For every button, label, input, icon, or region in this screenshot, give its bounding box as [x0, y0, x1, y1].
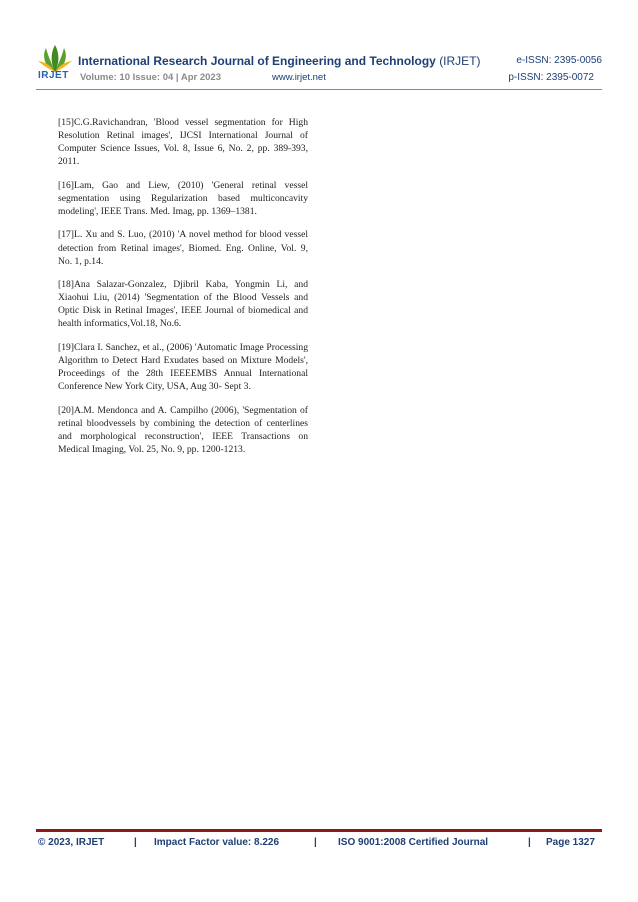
- page-footer: [38, 837, 600, 853]
- header-divider: [36, 89, 602, 90]
- reference-item: [15]C.G.Ravichandran, 'Blood vessel segmentation for High Resolution Retinal images', IJCSI International Journal of Computer Science Issues, Vol. 8, Issue 6, No. 2, pp. 389-393, 2011.: [58, 117, 308, 168]
- p-issn: p-ISSN: 2395-0072: [508, 72, 594, 83]
- footer-separator: |: [528, 837, 531, 848]
- footer-separator: |: [314, 837, 317, 848]
- reference-item: [17]L. Xu and S. Luo, (2010) 'A novel method for blood vessel detection from Retinal images', Biomed. Eng. Online, Vol. 9, No. 1, p.14.: [58, 229, 308, 267]
- irjet-logo: [36, 44, 74, 88]
- logo-text: IRJET: [38, 70, 69, 81]
- journal-title-text: International Research Journal of Engineering and Technology: [78, 54, 436, 68]
- e-issn: e-ISSN: 2395-0056: [516, 55, 602, 66]
- footer-divider: [36, 829, 602, 832]
- reference-item: [18]Ana Salazar-Gonzalez, Djibril Kaba, Yongmin Li, and Xiaohui Liu, (2014) 'Segmentation of the Blood Vessels and Optic Disk in Retinal Images', IEEE Journal of biomedical and health informatics,Vol.18, No.6.: [58, 279, 308, 330]
- reference-list: [58, 116, 308, 466]
- reference-item: [16]Lam, Gao and Liew, (2010) 'General retinal vessel segmentation using Regularization based multiconcavity modeling', IEEE Trans. Med. Imag, pp. 1369–1381.: [58, 179, 308, 217]
- page-header: [36, 44, 602, 90]
- journal-abbreviation: (IRJET): [439, 54, 481, 68]
- journal-title: [78, 54, 481, 68]
- copyright: © 2023, IRJET: [38, 837, 105, 848]
- website-link[interactable]: www.irjet.net: [272, 72, 326, 83]
- impact-factor: Impact Factor value: 8.226: [154, 837, 280, 848]
- reference-item: [20]A.M. Mendonca and A. Campilho (2006), 'Segmentation of retinal bloodvessels by combining the detection of centerlines and morphological reconstruction', IEEE Transactions on Medical Imaging, Vol. 25, No. 9, pp. 1200-1213.: [58, 404, 308, 455]
- footer-separator: |: [134, 837, 137, 848]
- page-number: Page 1327: [546, 837, 595, 848]
- reference-item: [19]Clara I. Sanchez, et al., (2006) 'Automatic Image Processing Algorithm to Detect Hard Exudates based on Mixture Models', Proceedings of the 28th IEEEEMBS Annual International Conference New York City, USA, Aug 30- Sept 3.: [58, 341, 308, 393]
- iso-certification: ISO 9001:2008 Certified Journal: [338, 837, 489, 848]
- volume-issue: Volume: 10 Issue: 04 | Apr 2023: [80, 72, 221, 83]
